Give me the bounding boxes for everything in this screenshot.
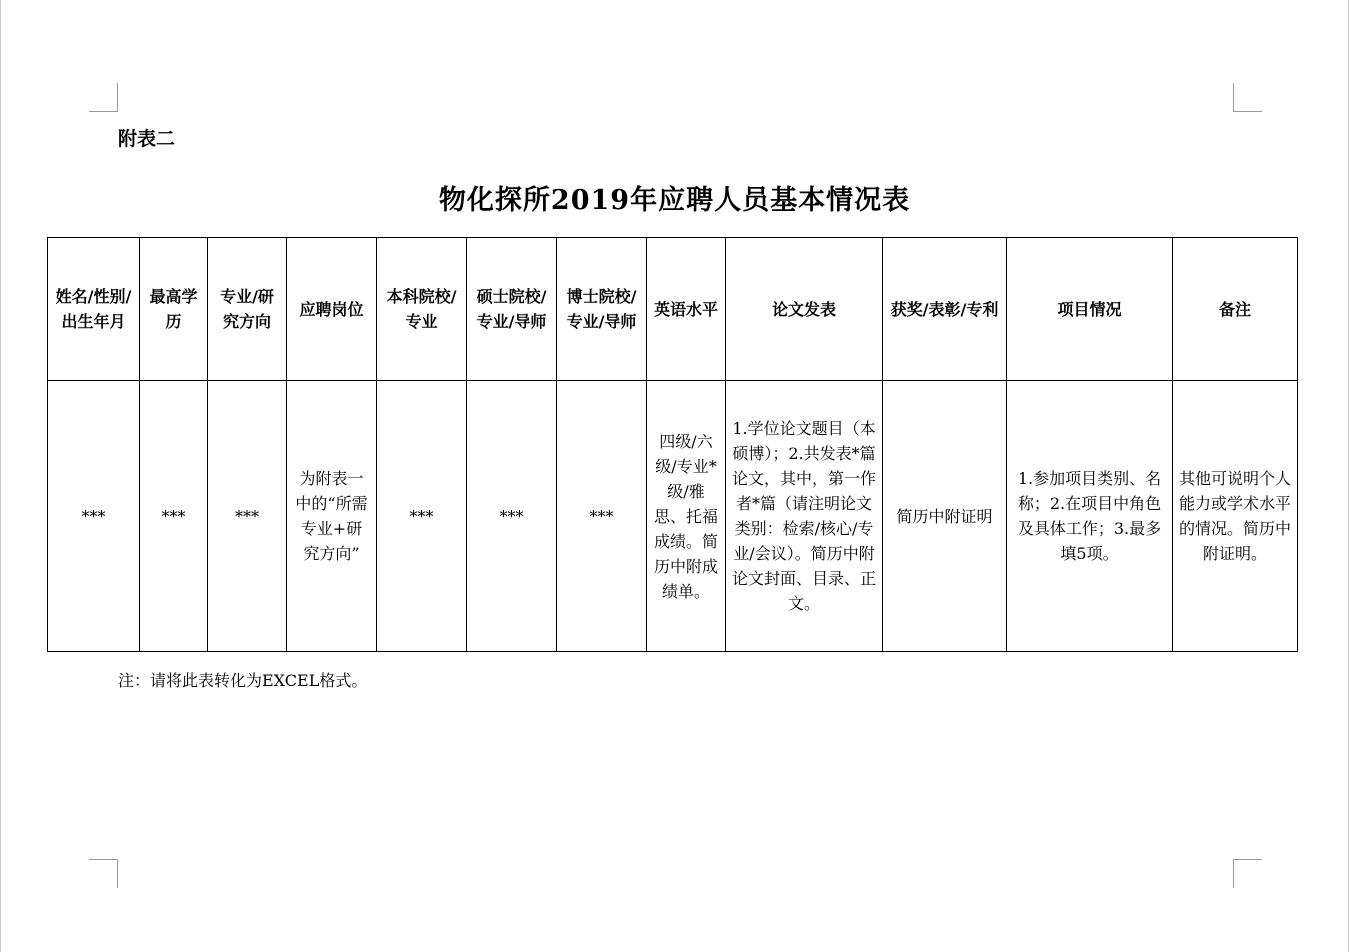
header-projects: 项目情况 bbox=[1007, 238, 1173, 381]
margin-mark-bottom-right bbox=[1233, 859, 1262, 888]
table-header-row bbox=[48, 238, 1298, 381]
header-name-gender-birth: 姓名/性别/出生年月 bbox=[48, 238, 140, 381]
applicant-info-table bbox=[47, 237, 1298, 652]
table-row bbox=[48, 381, 1298, 652]
document-title: 物化探所2019年应聘人员基本情况表 bbox=[438, 185, 911, 216]
cell-major: *** bbox=[208, 381, 287, 652]
cell-remarks: 其他可说明个人能力或学术水平的情况。简历中附证明。 bbox=[1173, 381, 1298, 652]
cell-degree: *** bbox=[140, 381, 208, 652]
cell-english: 四级/六级/专业*级/雅思、托福成绩。简历中附成绩单。 bbox=[647, 381, 726, 652]
header-major-research: 专业/研究方向 bbox=[208, 238, 287, 381]
margin-mark-top-left bbox=[89, 83, 118, 112]
header-highest-degree: 最高学历 bbox=[140, 238, 208, 381]
appendix-label: 附表二 bbox=[118, 128, 176, 150]
header-english-level: 英语水平 bbox=[647, 238, 726, 381]
cell-doctor: *** bbox=[557, 381, 647, 652]
cell-projects: 1.参加项目类别、名称；2.在项目中角色及具体工作；3.最多填5项。 bbox=[1007, 381, 1173, 652]
cell-position: 为附表一中的“所需专业+研究方向” bbox=[287, 381, 377, 652]
header-undergrad-school: 本科院校/专业 bbox=[377, 238, 467, 381]
header-applied-position: 应聘岗位 bbox=[287, 238, 377, 381]
header-master-school: 硕士院校/专业/导师 bbox=[467, 238, 557, 381]
header-remarks: 备注 bbox=[1173, 238, 1298, 381]
page-edge-left bbox=[0, 0, 1, 952]
cell-publications: 1.学位论文题目（本硕博）；2.共发表*篇论文，其中，第一作者*篇（请注明论文类别：检索/核心/专业/会议）。简历中附论文封面、目录、正文。 bbox=[726, 381, 883, 652]
cell-undergrad: *** bbox=[377, 381, 467, 652]
table-note: 注：请将此表转化为EXCEL格式。 bbox=[118, 671, 368, 690]
margin-mark-bottom-left bbox=[89, 859, 118, 888]
cell-name: *** bbox=[48, 381, 140, 652]
margin-mark-top-right bbox=[1233, 83, 1262, 112]
cell-awards: 简历中附证明 bbox=[883, 381, 1007, 652]
header-publications: 论文发表 bbox=[726, 238, 883, 381]
header-doctor-school: 博士院校/专业/导师 bbox=[557, 238, 647, 381]
header-awards-patents: 获奖/表彰/专利 bbox=[883, 238, 1007, 381]
cell-master: *** bbox=[467, 381, 557, 652]
